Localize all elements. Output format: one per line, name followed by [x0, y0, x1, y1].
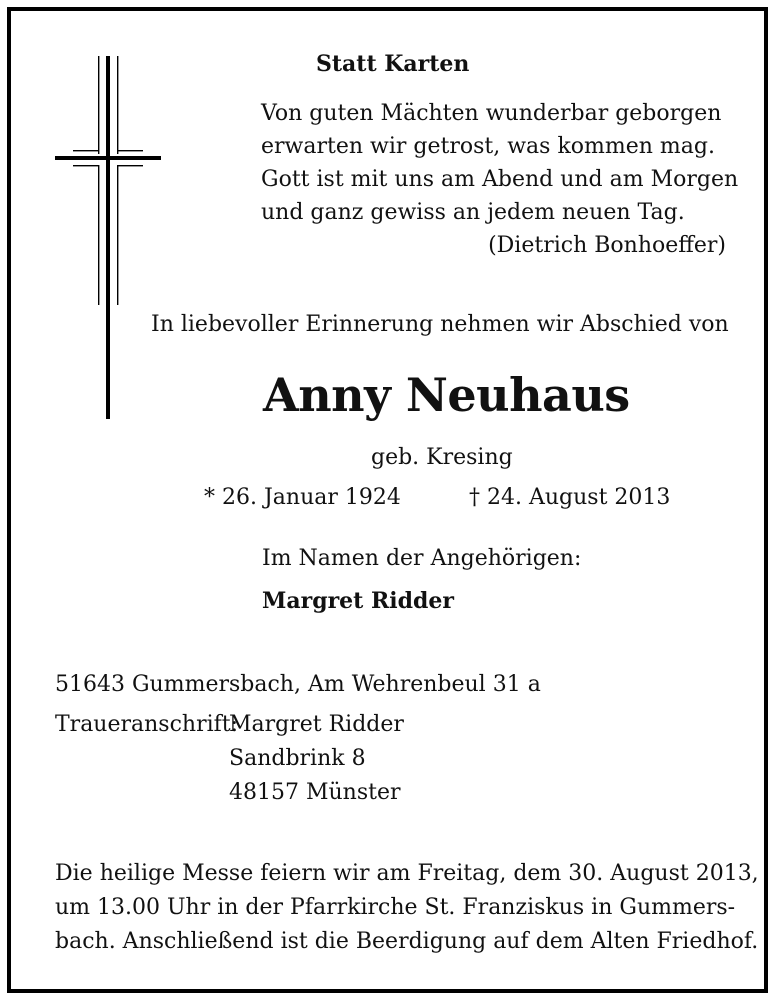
poem-author: (Dietrich Bonhoeffer) [488, 233, 726, 258]
poem-line: Gott ist mit uns am Abend und am Morgen [261, 167, 739, 192]
mourning-address-line: Margret Ridder [229, 712, 404, 737]
service-line: um 13.00 Uhr in der Pfarrkirche St. Franziskus in Gummers- [55, 895, 736, 920]
intro-text: In liebevoller Erinnerung nehmen wir Abschied von [151, 312, 729, 337]
address: 51643 Gummersbach, Am Wehrenbeul 31 a [55, 672, 541, 697]
maiden-name: geb. Kresing [371, 445, 513, 470]
birth-date: * 26. Januar 1924 [204, 485, 401, 510]
signer-name: Margret Ridder [262, 588, 454, 614]
death-date: † 24. August 2013 [469, 485, 671, 510]
mourning-address-label: Traueranschrift: [55, 712, 239, 737]
deceased-name: Anny Neuhaus [263, 368, 630, 422]
poem-line: erwarten wir getrost, was kommen mag. [261, 134, 715, 159]
poem-line: und ganz gewiss an jedem neuen Tag. [261, 200, 685, 225]
mourning-address-line: Sandbrink 8 [229, 746, 366, 771]
mourning-address-line: 48157 Münster [229, 780, 401, 805]
poem-line: Von guten Mächten wunderbar geborgen [261, 101, 722, 126]
family-label: Im Namen der Angehörigen: [262, 546, 582, 571]
obituary-frame [7, 7, 768, 993]
statt-karten: Statt Karten [316, 51, 470, 77]
service-line: bach. Anschließend ist die Beerdigung auf dem Alten Friedhof. [55, 929, 759, 954]
service-line: Die heilige Messe feiern wir am Freitag, dem 30. August 2013, [55, 861, 759, 886]
